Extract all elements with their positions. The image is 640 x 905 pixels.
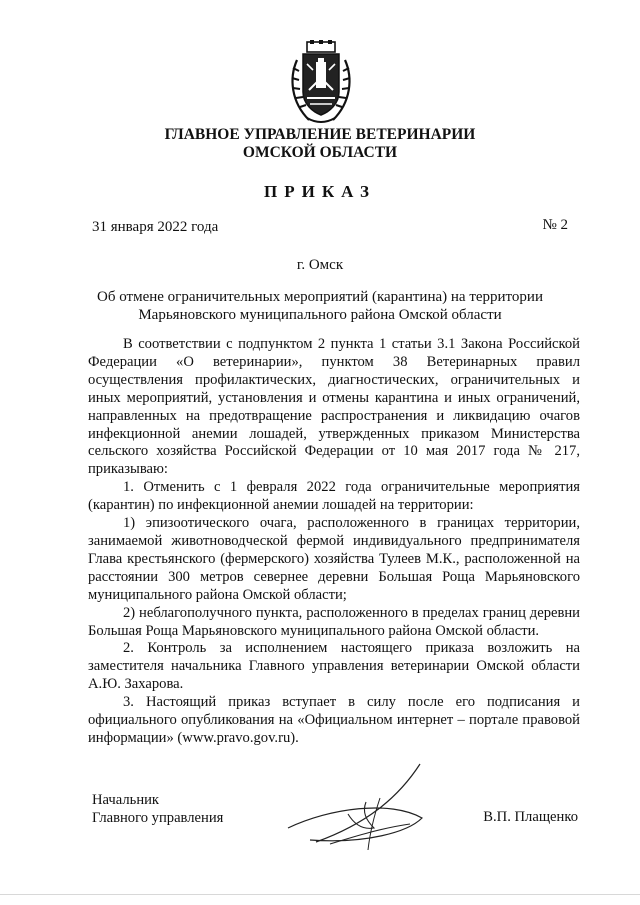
document-body <box>88 336 580 748</box>
coat-of-arms-icon <box>287 40 355 124</box>
document-date: 31 января 2022 года <box>92 219 219 235</box>
document-subject-line: Об отмене ограничительных мероприятий (карантина) на территории <box>97 289 543 305</box>
body-paragraph-subitem-1: 1) эпизоотического очага, расположенного в границах территории, занимаемой животноводческой фермой индивидуального предпринимателя Глава крестьянского (фермерского) хозяйства Тулеев М.К., расположенной на расстоянии 300 метров севернее деревни Большая Роща Марьяновского муниципального района Омской области; <box>88 515 580 603</box>
document-subject-line: Марьяновского муниципального района Омской области <box>138 307 502 323</box>
body-paragraph-subitem-2: 2) неблагополучного пункта, расположенного в пределах границ деревни Большая Роща Марьяновского муниципального района Омской области. <box>88 604 580 639</box>
document-type: ПРИКАЗ <box>264 182 376 201</box>
body-paragraph-preamble: В соответствии с подпунктом 2 пункта 1 статьи 3.1 Закона Российской Федерации «О ветеринарии», пунктом 38 Ветеринарных правил осуществления профилактических, диагностических, ограничительных и иных мероприятий, установления и отмены карантина и иных ограничений, направленных на предотвращение распространения и ликвидацию очагов инфекционной анемии лошадей, утвержденных приказом Министерства сельского хозяйства Российской Федерации от 10 мая 2017 года № 217, приказываю: <box>88 336 580 478</box>
body-paragraph-item-3: 3. Настоящий приказ вступает в силу после его подписания и официального опубликования на «Официальном интернет – портале правовой информации» (www.pravo.gov.ru). <box>88 694 580 746</box>
signer-name: В.П. Плащенко <box>483 809 578 825</box>
document-city: г. Омск <box>296 257 344 273</box>
body-paragraph-item-2: 2. Контроль за исполнением настоящего приказа возложить на заместителя начальника Главного управления ветеринарии Омской области А.Ю. Захарова. <box>88 640 580 693</box>
body-paragraph-item-1: 1. Отменить с 1 февраля 2022 года ограничительные мероприятия (карантин) по инфекционной анемии лошадей на территории: <box>88 479 580 514</box>
organization-region: ОМСКОЙ ОБЛАСТИ <box>242 144 398 161</box>
page-bottom-divider <box>0 894 640 895</box>
signer-department: Главного управления <box>92 810 224 826</box>
document-number: № 2 <box>542 217 568 233</box>
signer-title: Начальник <box>92 792 160 808</box>
handwritten-signature <box>270 758 440 858</box>
organization-name: ГЛАВНОЕ УПРАВЛЕНИЕ ВЕТЕРИНАРИИ <box>164 126 476 143</box>
